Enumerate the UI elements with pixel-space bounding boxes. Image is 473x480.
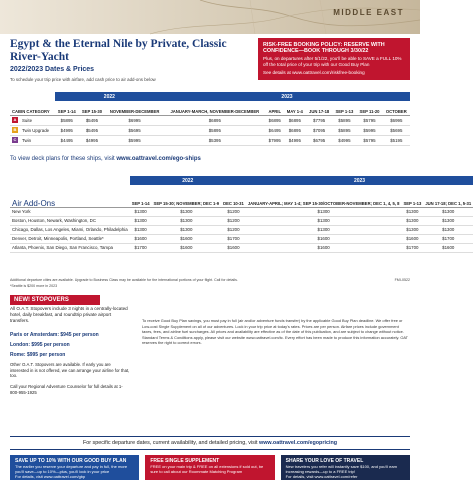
price-cell: $1300: [152, 207, 222, 216]
price-cell: $1700: [221, 234, 246, 243]
table-row: [10, 135, 410, 145]
stopover-price-london: London: $995 per person: [10, 342, 70, 348]
stopovers-call: Call your Regional Adventure Counselor for full details at 1-800-955-1925: [10, 384, 123, 395]
column-header: SEP 11-20: [356, 101, 382, 115]
region-label: MIDDLE EAST: [333, 8, 404, 17]
price-cell: $7995: [266, 135, 284, 145]
price-cell: $5695: [105, 125, 164, 135]
price-cell: $1700: [401, 243, 423, 252]
legal-text: To receive Good Buy Plan savings, you must pay in full (air and/or adventure funds transfer) by the applicable Good Buy Plan deadline. We offer free or Low-cost Single Supplement on all of our adventures. Lock in your trip price at today's rates. Prices are per person. Airfare prices include government taxes, fees, and airline fuel surcharges. All prices and availability are effective as of the date of this publication, and are subject to change without notice. Standard Terms & Conditions apply, please visit our website www.oattravel.com/tc. Every effort has been made to produce this information accurately. OAT reserves the right to correct errors.: [142, 318, 408, 345]
deck-plans-link[interactable]: www.oattravel.com/ego-ships: [116, 156, 201, 162]
price-cell: $5895: [55, 115, 79, 125]
stopovers-description: All O.A.T. Stopovers include 3 nights in a centrally-located hotel, daily breakfast, and roundtrip private airport transfers.: [10, 306, 128, 323]
price-cell: $1700: [130, 243, 152, 252]
table-row: [10, 243, 473, 252]
price-cell: $6895: [164, 115, 266, 125]
stopovers-other: Other O.A.T. Stopovers are available. If early you are interested in is not offered, we can arrange your airline for that, too.: [10, 362, 130, 379]
promo-cards-strip: [0, 455, 420, 480]
departure-city: New York: [10, 207, 130, 216]
stopover-price-rome: Rome: $995 per person: [10, 352, 66, 358]
deck-plans-line: [10, 156, 201, 162]
promo-card-link[interactable]: For details, visit www.oattravel.com/refer: [285, 474, 358, 479]
column-header: SEP 15-30; NOVEMBER; DEC 1-9: [152, 185, 222, 207]
column-header: SEP 1-13: [401, 185, 423, 207]
price-cell: $1300: [401, 207, 423, 216]
column-header: JANUARY-APRIL; MAY 1-4; SEP 15-30/OCTOBER-NOVEMBER; DEC 1, 4, 5, 8: [246, 185, 402, 207]
promo-card-link[interactable]: For details, visit www.oattravel.com/gbp: [15, 474, 86, 479]
price-cell: $1300: [130, 207, 152, 216]
price-cell: $1300: [401, 225, 423, 234]
price-cell: $1600: [152, 243, 222, 252]
pricing-link-bar: [10, 436, 410, 450]
year-2022: 2022: [55, 92, 164, 101]
column-header: APRIL: [266, 101, 284, 115]
departure-city: Denver, Detroit, Minneapolis, Portland, Seattle*: [10, 234, 130, 243]
category-letter: C: [13, 137, 17, 142]
promo-card-title: FREE SINGLE SUPPLEMENT: [150, 458, 220, 464]
price-cell: $5495: [79, 125, 106, 135]
cabin-category-badge: [10, 135, 20, 145]
price-cell: $4495: [55, 135, 79, 145]
table-row: [10, 225, 473, 234]
price-cell: $1600: [246, 243, 402, 252]
air-addons-table: [10, 176, 473, 253]
price-cell: $6895: [266, 115, 284, 125]
category-letter: A: [13, 117, 17, 122]
price-cell: $1300: [130, 225, 152, 234]
promo-card: [10, 455, 139, 480]
price-cell: $6895: [284, 115, 306, 125]
price-cell: $7795: [306, 115, 333, 125]
table-row: [10, 115, 410, 125]
price-cell: $1600: [423, 243, 473, 252]
table-row: [10, 234, 473, 243]
deck-plans-text: To view deck plans for these ships, visit: [10, 156, 115, 162]
seattle-footnote: *Seattle is $200 more in 2023: [10, 284, 58, 288]
column-header: OCTOBER: [383, 101, 410, 115]
price-cell: $5795: [356, 135, 382, 145]
price-cell: $1300: [152, 225, 222, 234]
price-cell: $4995: [332, 135, 356, 145]
price-cell: $5895: [332, 115, 356, 125]
price-cell: $5695: [383, 125, 410, 135]
price-cell: $4995: [79, 135, 106, 145]
stopovers-heading: NEW! STOPOVERS: [10, 295, 100, 305]
promo-card-title: SAVE UP TO 10% WITH OUR GOOD BUY PLAN: [15, 458, 127, 464]
price-cell: $7095: [306, 125, 333, 135]
price-cell: $5195: [383, 135, 410, 145]
price-cell: $4995: [284, 135, 306, 145]
column-header: MAY 1-4: [284, 101, 306, 115]
dates-prices-heading: 2022/2023 Dates & Prices: [10, 66, 95, 73]
promo-card: [281, 455, 410, 480]
price-cell: $1200: [221, 225, 246, 234]
promo-heading: RISK-FREE BOOKING POLICY: RESERVE WITH CONFIDENCE—BOOK THROUGH 3/30/22: [263, 42, 385, 55]
column-header: SEP 15-30: [79, 101, 106, 115]
price-cell: $6995: [383, 115, 410, 125]
page-header-banner: [0, 0, 420, 34]
addons-footnote: Additional departure cities are available. Upgrade to Business Class may be available for the international portions of your flight. Call for details.: [10, 278, 238, 282]
price-cell: $1700: [423, 234, 473, 243]
price-cell: $1200: [221, 216, 246, 225]
price-cell: $6795: [306, 135, 333, 145]
cabin-name: Twin: [20, 135, 55, 145]
air-addons-title: Air Add-Ons: [10, 185, 130, 207]
column-header: JUN 17-18: [306, 101, 333, 115]
pricing-bar-text: For specific departure dates, current availability, and detailed pricing, visit: [82, 440, 258, 446]
category-letter: B: [13, 127, 17, 132]
t2-year-2022: 2022: [130, 176, 246, 185]
price-cell: $1300: [246, 216, 402, 225]
promo-card-body: New travelers you refer will instantly save $100, and you'll earn increasing rewards—up to a FREE trip!: [285, 464, 398, 474]
price-cell: $1300: [130, 216, 152, 225]
pricing-note: To schedule your trip price with airfare, add cash price to air add-ons below: [10, 77, 156, 82]
t2-year-2023: 2023: [246, 176, 473, 185]
column-header: DEC 10-31: [221, 185, 246, 207]
price-cell: $1300: [423, 207, 473, 216]
table-row: [10, 125, 410, 135]
promo-card: [145, 455, 274, 480]
year-2023: 2023: [164, 92, 410, 101]
price-cell: $6495: [266, 125, 284, 135]
price-cell: $1600: [401, 234, 423, 243]
promo-card-body: FREE on your main trip & FREE on all extensions if sold out, be sure to call about our Roommate Matching Program: [150, 464, 264, 474]
column-header: JANUARY-MARCH, NOVEMBER-DECEMBER: [164, 101, 266, 115]
price-cell: $5995: [105, 135, 164, 145]
column-header: SEP 1-14: [130, 185, 152, 207]
price-cell: $1600: [130, 234, 152, 243]
cabin-name: Twin Upgrade: [20, 125, 55, 135]
pricing-bar-link[interactable]: www.oattravel.com/egopricing: [259, 440, 338, 446]
price-cell: $6995: [105, 115, 164, 125]
promo-card-title: SHARE YOUR LOVE OF TRAVEL: [285, 458, 364, 464]
cabin-price-table: [10, 92, 410, 146]
price-cell: $5495: [79, 115, 106, 125]
departure-city: Atlanta, Phoenix, San Diego, San Francisco, Tampa: [10, 243, 130, 252]
departure-city: Boston, Houston, Newark, Washington, DC: [10, 216, 130, 225]
page-title: Egypt & the Eternal Nile by Private, Classic River-Yacht: [10, 38, 227, 63]
price-cell: $1200: [221, 207, 246, 216]
price-cell: $1600: [152, 234, 222, 243]
price-cell: $5895: [332, 125, 356, 135]
column-header: NOVEMBER-DECEMBER: [105, 101, 164, 115]
promo-line-2[interactable]: See details at www.oattravel.com/riskfree-booking: [263, 70, 365, 75]
price-cell: $1600: [221, 243, 246, 252]
price-cell: $1300: [246, 225, 402, 234]
price-cell: $1300: [401, 216, 423, 225]
cabin-category-badge: [10, 125, 20, 135]
price-cell: $5995: [356, 125, 382, 135]
price-cell: $1300: [152, 216, 222, 225]
stopover-price-paris: Paris or Amsterdam: $945 per person: [10, 332, 99, 338]
table-row: [10, 216, 473, 225]
addons-code: FMI-0522: [394, 278, 410, 282]
price-cell: $1300: [423, 225, 473, 234]
departure-city: Chicago, Dallas, Los Angeles, Miami, Orlando, Philadelphia: [12, 227, 128, 232]
price-cell: $1300: [423, 216, 473, 225]
price-cell: $4995: [55, 125, 79, 135]
column-header: SEP 1-13: [332, 101, 356, 115]
price-cell: $5795: [356, 115, 382, 125]
column-header: CABIN CATEGORY: [10, 101, 55, 115]
price-cell: $5895: [164, 125, 266, 135]
cabin-category-badge: [10, 115, 20, 125]
table-row: [10, 207, 473, 216]
promo-card-body: The earlier you reserve your departure and pay in full, the more you'll save—up to 10%—plus, you'll lock in your price: [15, 464, 128, 474]
column-header: SEP 1-14: [55, 101, 79, 115]
cabin-name: Suite: [20, 115, 55, 125]
column-header: JUN 17-18; DEC 1, 5-31: [423, 185, 473, 207]
price-cell: $1300: [246, 207, 402, 216]
price-cell: $1600: [246, 234, 402, 243]
map-texture: [0, 0, 420, 34]
promo-line-1: Plus, on departures after 5/1/22, you'll be able to SAVE a FULL 10% off the total price of your trip with our Good Buy Plan: [263, 56, 402, 68]
price-cell: $5395: [164, 135, 266, 145]
promo-box: [258, 38, 410, 80]
price-cell: $6895: [284, 125, 306, 135]
